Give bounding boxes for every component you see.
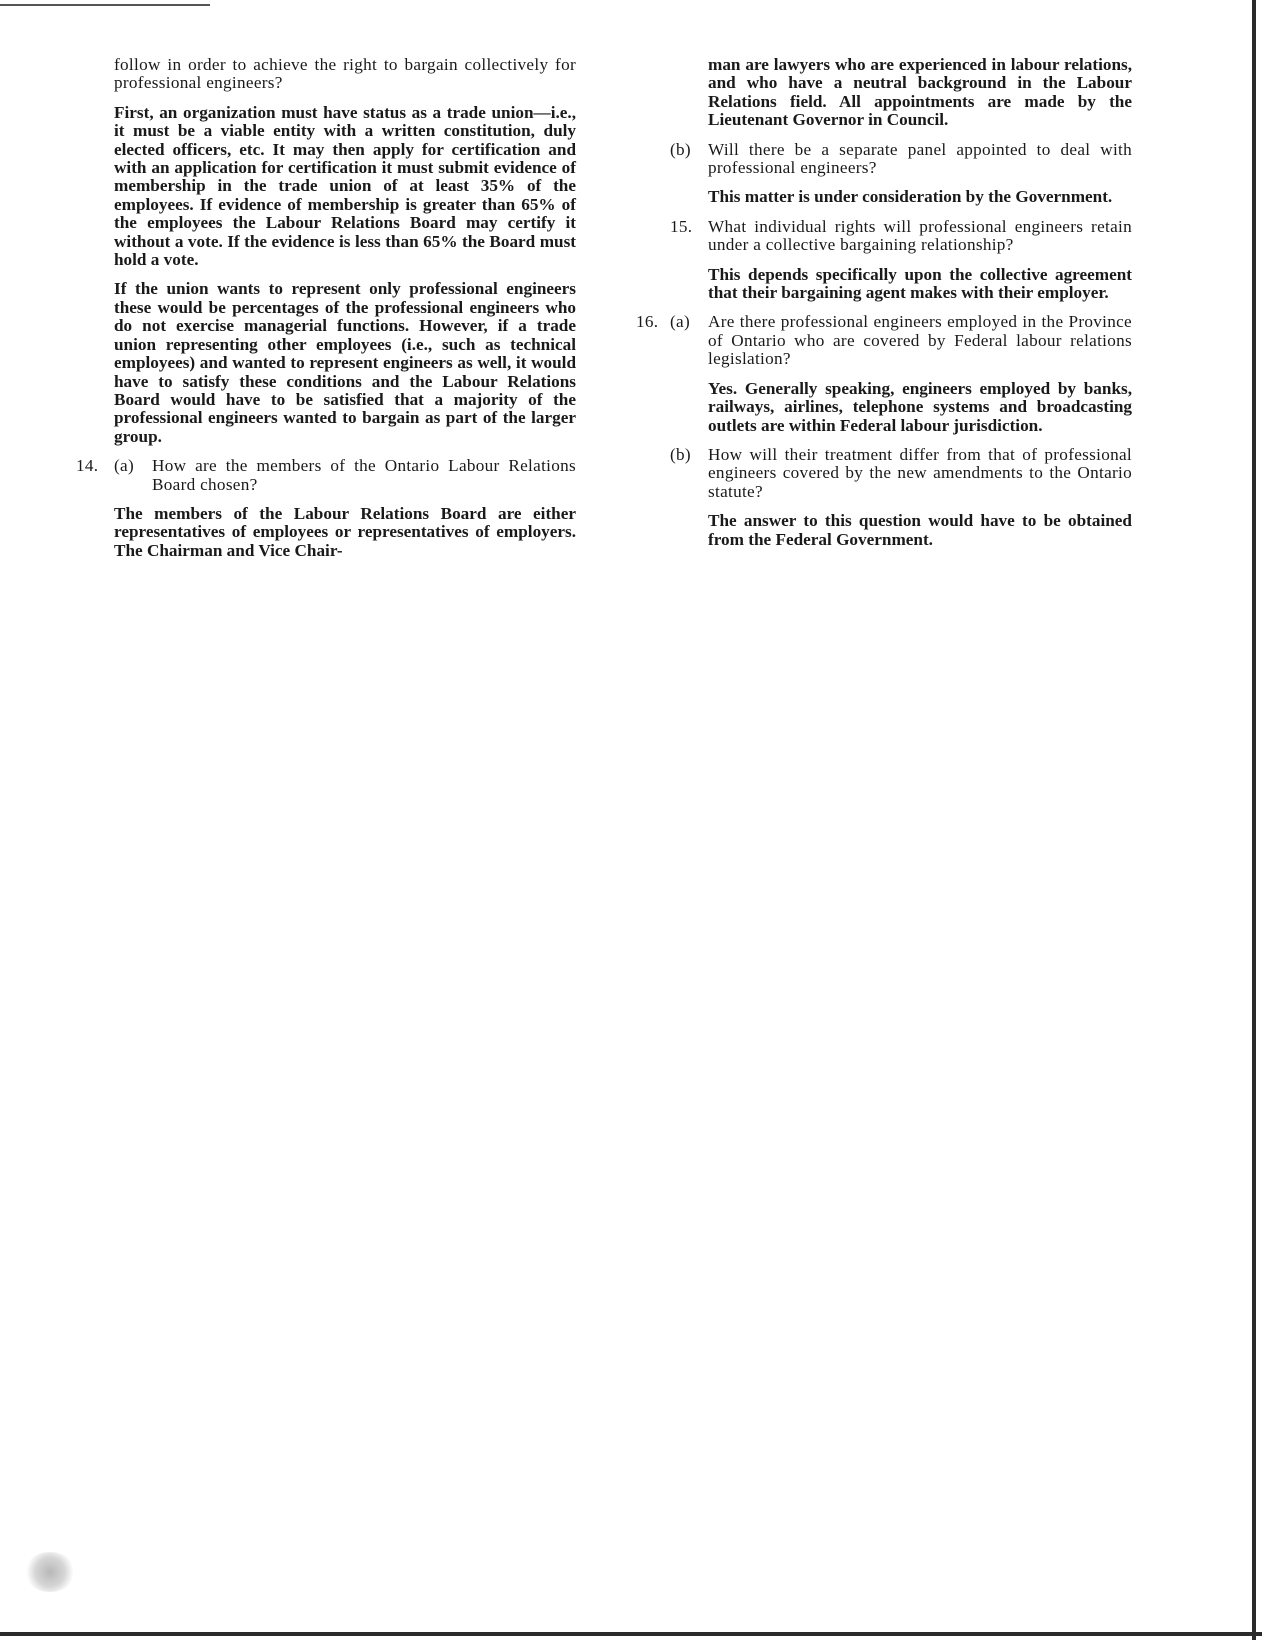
answer-14-b: This matter is under consideration by the Government.	[708, 187, 1113, 207]
question-14-b	[670, 141, 1132, 189]
question-16-b-text: How will their treatment differ from that of professional engineers covered by the new amendments to the Ontario statute?	[708, 444, 1132, 501]
question-15-text: What individual rights will professional engineers retain under a collective bargaining relationship?	[708, 216, 1132, 255]
question-14-a-label: (a)	[114, 456, 134, 476]
question-14-b-label: (b)	[670, 139, 691, 159]
question-14-a	[76, 457, 576, 505]
answer-14-a-start: The members of the Labour Relations Board are either representatives of employees or representatives of employers. The Chairman and Vice Chair-	[114, 503, 576, 560]
question-14-number: 14.	[76, 456, 99, 476]
top-rule	[0, 4, 210, 6]
answer-16-b: The answer to this question would have to be obtained from the Federal Government.	[708, 511, 1132, 549]
question-16-a-text: Are there professional engineers employed in the Province of Ontario who are covered by Federal labour relations legislation?	[708, 312, 1132, 369]
scan-smudge	[24, 1552, 76, 1592]
left-column	[76, 55, 576, 571]
question-13-end: follow in order to achieve the right to bargain collectively for professional engineers?	[114, 55, 576, 93]
question-15	[670, 218, 1132, 266]
question-14-a-text: How are the members of the Ontario Labour Relations Board chosen?	[152, 456, 576, 494]
question-14-b-text: Will there be a separate panel appointed to deal with professional engineers?	[708, 139, 1132, 178]
question-16-a	[636, 313, 1132, 379]
answer-13-paragraph-1: First, an organization must have status as a trade union—i.e., it must be a viable entity with a written constitution, duly elected officers, etc. It may then apply for certification and with an application for certification it must submit evidence of membership in the trade union of at least 35% of the employees. If evidence of membership is greater than 65% of the employees the Labour Relations Board may certify it without a vote. If the evidence is less than 65% the Board must hold a vote.	[114, 102, 576, 270]
answer-13-paragraph-2: If the union wants to represent only professional engineers these would be percentages of the professional engineers who do not exercise managerial functions. However, if a trade union representing other employees (i.e., such as technical employees) and wanted to represent engineers as well, it would have to satisfy these conditions and the Labour Relations Board would have to be satisfied that a majority of the professional engineers wanted to bargain as part of the larger group.	[114, 279, 576, 446]
answer-16-a: Yes. Generally speaking, engineers employed by banks, railways, airlines, telephone systems and broadcasting outlets are within Federal labour jurisdiction.	[708, 378, 1132, 435]
answer-15: This depends specifically upon the collective agreement that their bargaining agent makes with their employer.	[708, 264, 1132, 303]
right-column	[636, 55, 1132, 560]
question-16-b	[670, 446, 1132, 512]
question-16-number: 16.	[636, 312, 659, 332]
page-bottom-edge	[0, 1632, 1262, 1636]
page-right-edge	[1252, 0, 1256, 1640]
question-15-number: 15.	[670, 216, 693, 236]
question-16-a-label: (a)	[670, 312, 690, 332]
answer-14-a-end: man are lawyers who are experienced in labour relations, and who have a neutral background in the Labour Relations field. All appointments are made by the Lieutenant Governor in Council.	[708, 55, 1132, 130]
question-16-b-label: (b)	[670, 444, 691, 464]
